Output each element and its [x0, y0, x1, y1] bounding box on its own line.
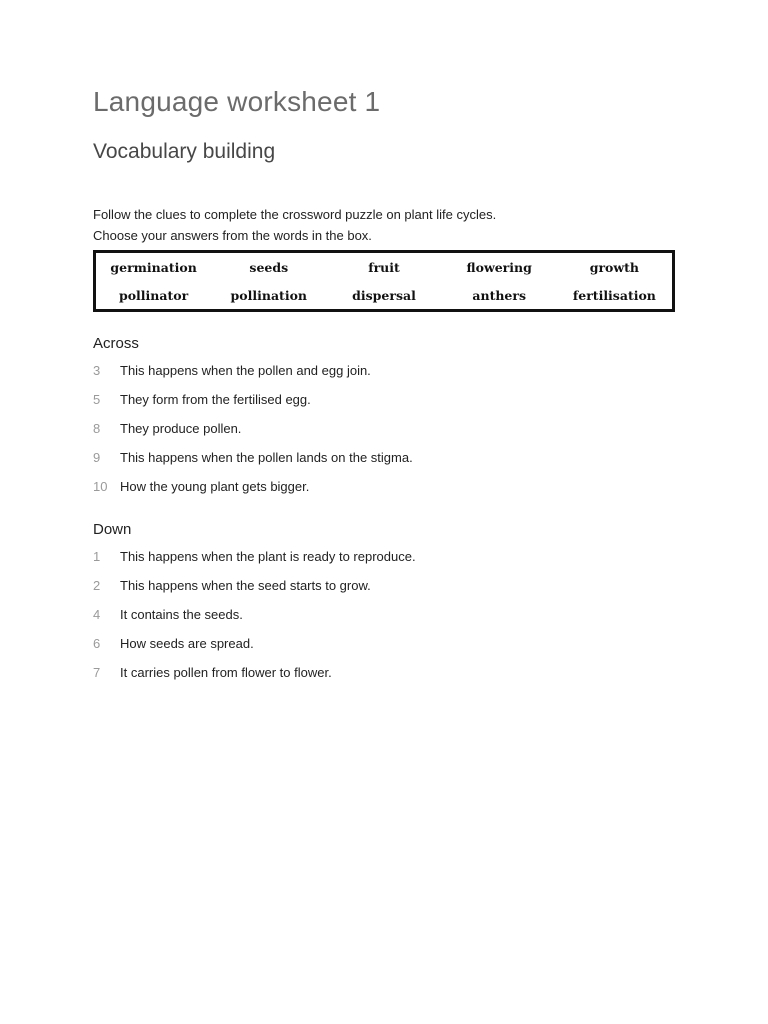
word-box-item: growth [589, 259, 640, 275]
word-box-item: dispersal [352, 287, 416, 303]
clue-text: They form from the fertilised egg. [120, 392, 311, 407]
clue-number: 7 [93, 665, 101, 680]
instruction-line: Choose your answers from the words in the box. [93, 228, 372, 243]
clue-number: 2 [93, 578, 101, 593]
clue-text: This happens when the seed starts to grow. [120, 578, 371, 593]
word-box-item: seeds [249, 259, 289, 275]
clue-item [93, 421, 653, 450]
instructions [93, 204, 496, 246]
clue-item [93, 607, 653, 636]
clue-text: This happens when the pollen and egg join. [120, 363, 371, 378]
clue-number: 1 [93, 549, 101, 564]
clue-item [93, 479, 653, 508]
clue-text: How the young plant gets bigger. [120, 479, 310, 494]
word-box [93, 250, 675, 312]
word-box-item: fertilisation [572, 287, 656, 303]
word-box-item: pollination [230, 287, 308, 303]
down-clue-list [93, 549, 653, 694]
clue-number: 5 [93, 392, 101, 407]
clue-item [93, 665, 653, 694]
clue-number: 4 [93, 607, 101, 622]
clue-item [93, 450, 653, 479]
clue-text: This happens when the pollen lands on the stigma. [120, 450, 413, 465]
clue-number: 9 [93, 450, 101, 465]
clue-text: How seeds are spread. [120, 636, 254, 651]
instruction-line: Follow the clues to complete the crossword puzzle on plant life cycles. [93, 207, 497, 222]
clue-number: 10 [93, 479, 108, 494]
down-heading: Down [93, 521, 132, 538]
page-subtitle: Vocabulary building [93, 140, 276, 163]
clue-text: It contains the seeds. [120, 607, 243, 622]
clue-number: 3 [93, 363, 101, 378]
clue-item [93, 549, 653, 578]
clue-item [93, 363, 653, 392]
across-clue-list [93, 363, 653, 508]
word-box-item: germination [110, 259, 197, 275]
page-title: Language worksheet 1 [93, 86, 381, 117]
clue-item [93, 636, 653, 665]
clue-number: 6 [93, 636, 101, 651]
clue-text: They produce pollen. [120, 421, 242, 436]
word-box-item: flowering [466, 259, 532, 275]
clue-text: This happens when the plant is ready to reproduce. [120, 549, 416, 564]
clue-item [93, 392, 653, 421]
word-box-item: fruit [368, 259, 400, 275]
across-heading: Across [93, 335, 139, 352]
clue-text: It carries pollen from flower to flower. [120, 665, 332, 680]
word-box-item: pollinator [118, 287, 189, 303]
clue-item [93, 578, 653, 607]
clue-number: 8 [93, 421, 101, 436]
word-box-item: anthers [472, 287, 527, 303]
